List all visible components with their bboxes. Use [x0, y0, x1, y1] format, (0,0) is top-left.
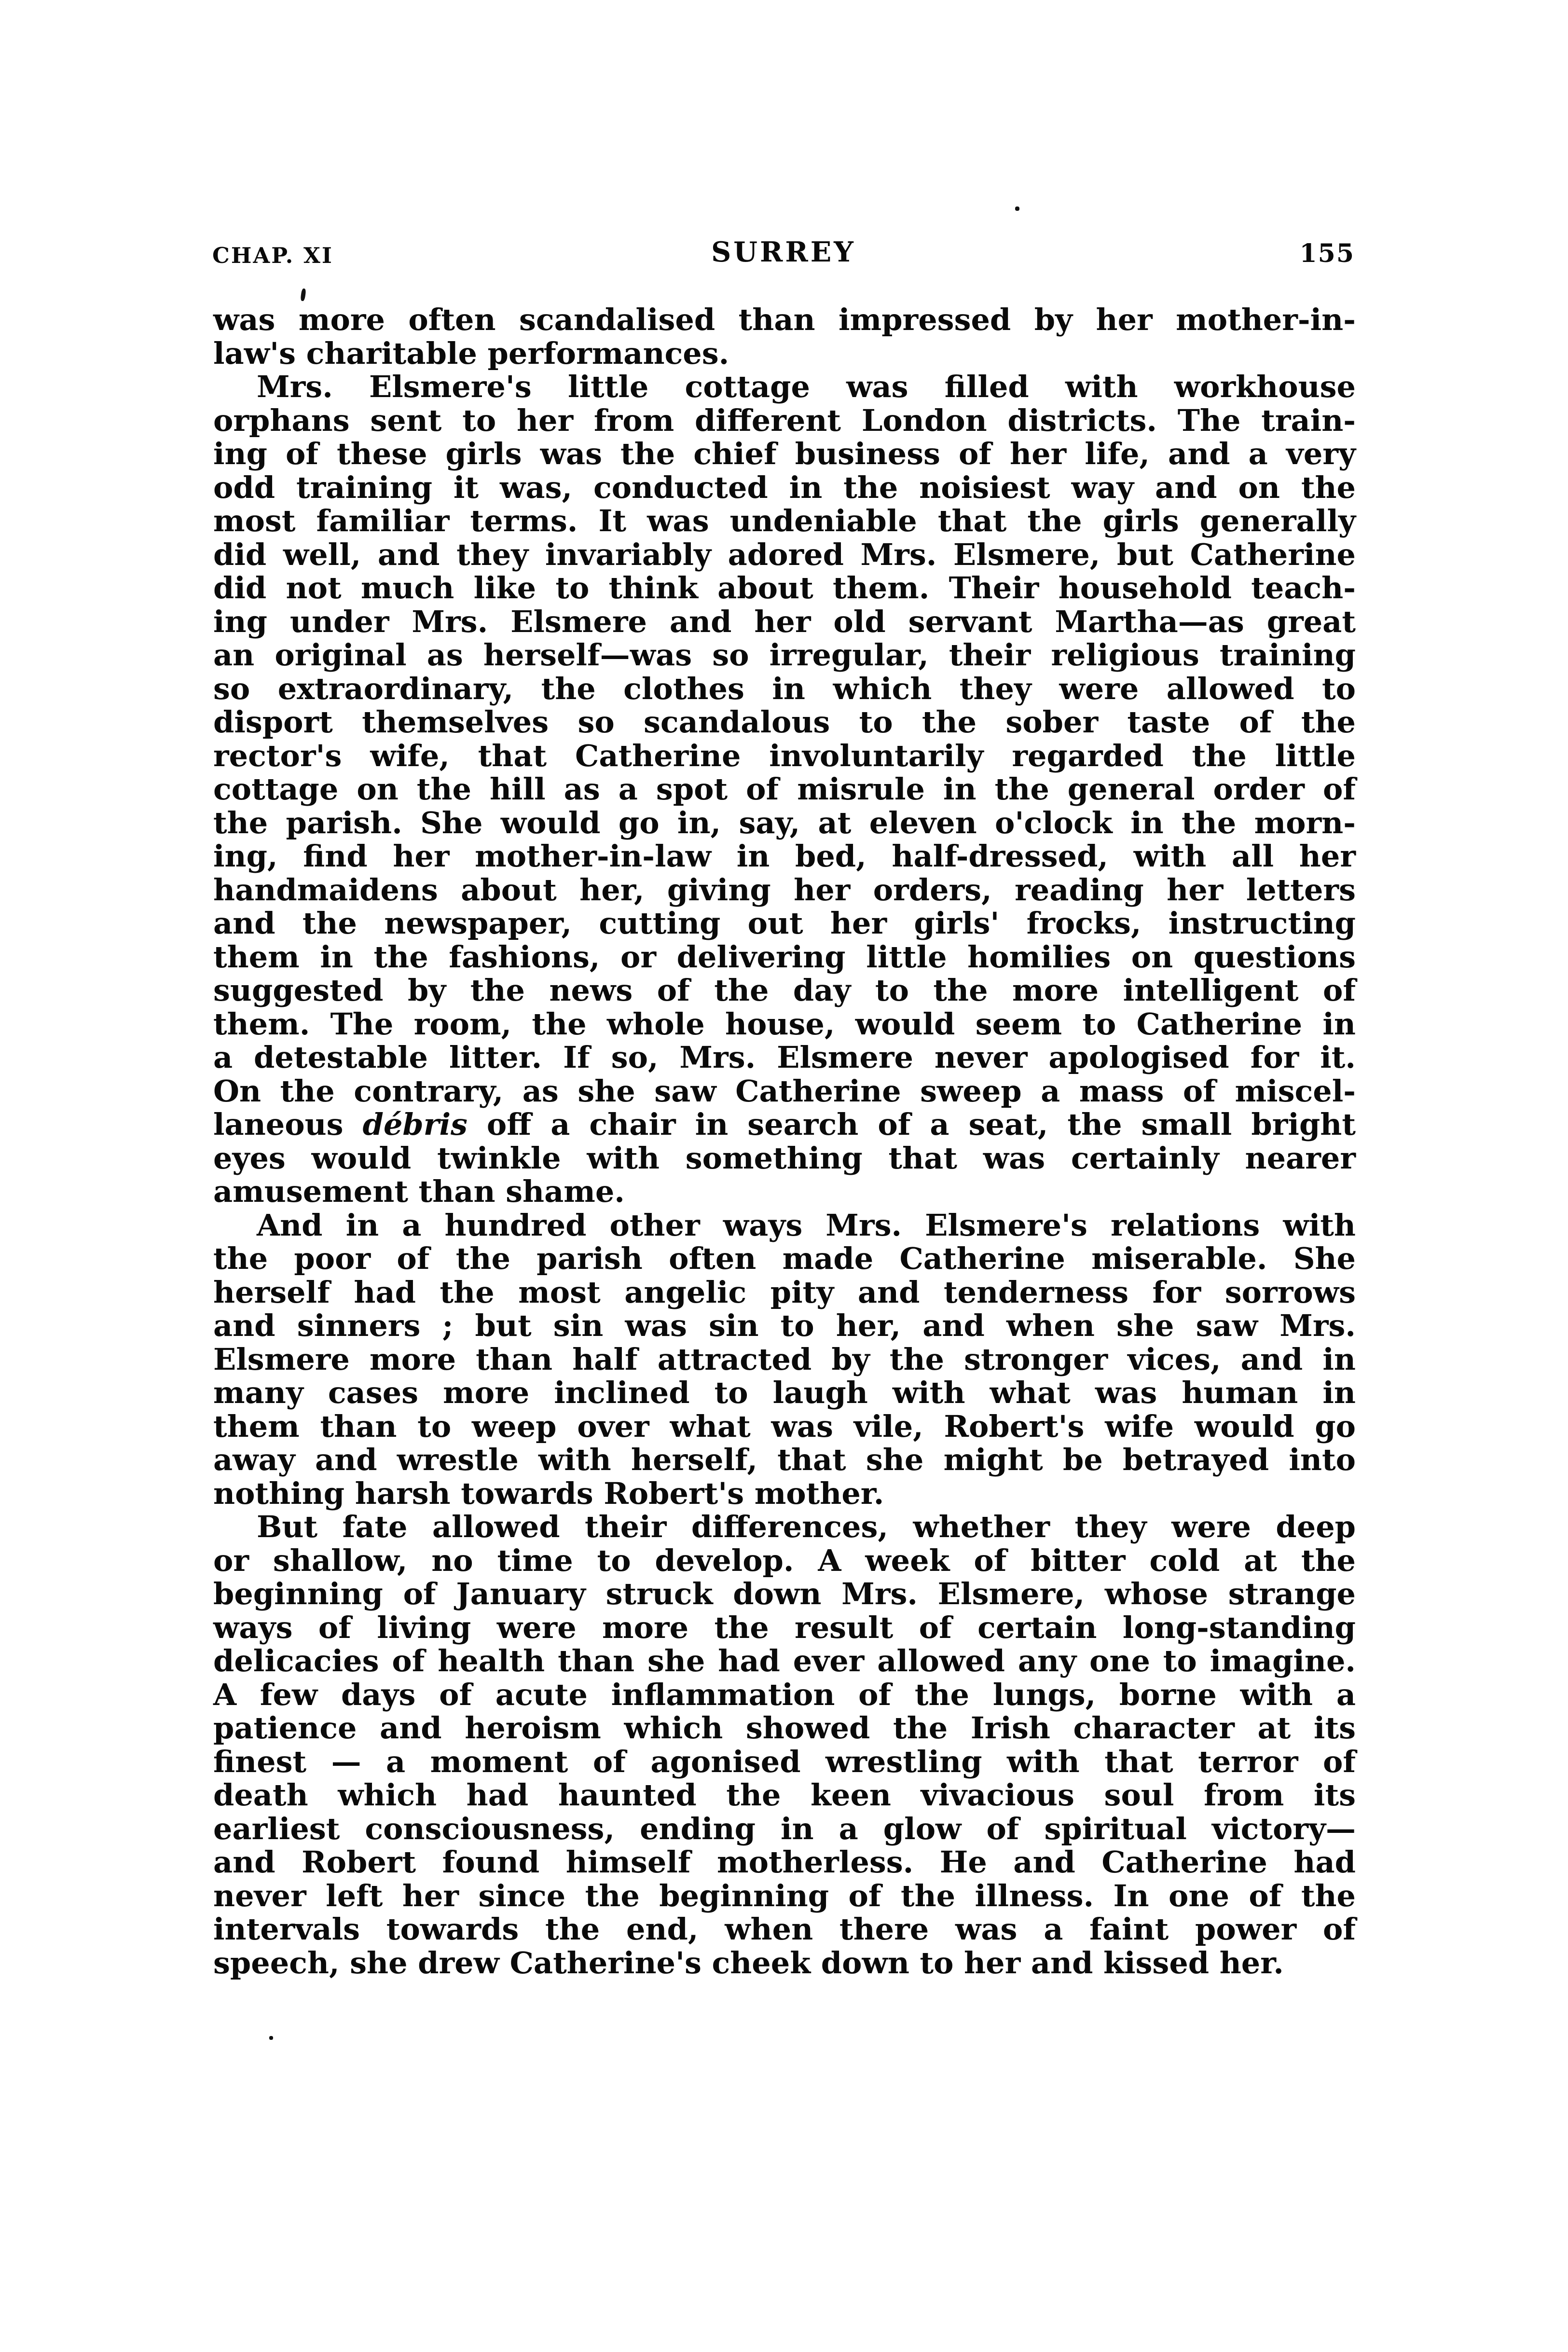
text-line — [213, 1041, 1356, 1074]
text-run: finest — a moment of agonised wrestling with that terror of — [213, 1744, 1356, 1779]
paragraph — [213, 1209, 1356, 1511]
text-line — [213, 370, 1356, 404]
text-run: intervals towards the end, when there was a faint power of — [213, 1912, 1356, 1947]
text-run: beginning of January struck down Mrs. Elsmere, whose strange — [213, 1576, 1356, 1611]
text-run: patience and heroism which showed the Irish character at its — [213, 1710, 1356, 1746]
text-line — [213, 1007, 1356, 1041]
text-line — [213, 806, 1356, 840]
text-run: laneous — [213, 1107, 363, 1142]
text-line — [213, 605, 1356, 639]
text-run: off a chair in search of a seat, the small bright — [467, 1107, 1356, 1142]
text-run: earliest consciousness, ending in a glow of spiritual victory— — [213, 1811, 1356, 1846]
text-run: law's charitable performances. — [213, 335, 729, 371]
text-run: orphans sent to her from different London districts. The train- — [213, 402, 1356, 438]
italic-text-run: débris — [362, 1107, 468, 1142]
text-run: a detestable litter. If so, Mrs. Elsmere never apologised for it. — [213, 1040, 1356, 1075]
text-run: them than to weep over what was vile, Robert's wife would go — [213, 1408, 1356, 1444]
scan-speck — [269, 2036, 273, 2040]
text-line — [213, 1376, 1356, 1410]
text-run: Mrs. Elsmere's little cottage was filled with workhouse — [257, 369, 1356, 404]
chapter-label: CHAP. XI — [212, 243, 333, 268]
text-run: did not much like to think about them. Their household teach- — [213, 570, 1356, 605]
page-number: 155 — [1299, 239, 1355, 268]
text-line — [213, 839, 1356, 873]
text-run: eyes would twinkle with something that was certainly nearer — [213, 1140, 1356, 1176]
text-line — [213, 1745, 1356, 1779]
text-run: And in a hundred other ways Mrs. Elsmere's relations with — [257, 1207, 1356, 1243]
text-line — [213, 1209, 1356, 1242]
text-line — [213, 1276, 1356, 1309]
text-line — [213, 1074, 1356, 1108]
text-line — [213, 1946, 1356, 1980]
text-line — [213, 437, 1356, 471]
text-line — [213, 739, 1356, 773]
text-run: nothing harsh towards Robert's mother. — [213, 1475, 884, 1511]
text-run: and sinners ; but sin was sin to her, and when she saw Mrs. — [213, 1308, 1356, 1343]
text-line — [213, 1577, 1356, 1611]
text-line — [213, 1544, 1356, 1578]
text-line — [213, 1309, 1356, 1343]
text-run: ing of these girls was the chief business of her life, and a very — [213, 436, 1356, 471]
text-line — [213, 772, 1356, 806]
text-line — [213, 940, 1356, 974]
text-line — [213, 873, 1356, 907]
paragraph — [213, 303, 1356, 370]
scan-speck — [300, 289, 306, 302]
text-line — [213, 1912, 1356, 1946]
text-line — [213, 1443, 1356, 1477]
text-line — [213, 337, 1356, 371]
text-line — [213, 1175, 1356, 1209]
text-line — [213, 672, 1356, 706]
text-line — [213, 1711, 1356, 1745]
text-run: speech, she drew Catherine's cheek down to her and kissed her. — [213, 1945, 1284, 1981]
text-line — [213, 538, 1356, 572]
text-run: many cases more inclined to laugh with what was human in — [213, 1375, 1356, 1410]
text-line — [213, 1611, 1356, 1645]
text-run: herself had the most angelic pity and tenderness for sorrows — [213, 1274, 1356, 1310]
text-run: so extraordinary, the clothes in which they were allowed to — [213, 671, 1356, 706]
text-run: and Robert found himself motherless. He and Catherine had — [213, 1844, 1356, 1880]
text-run: the poor of the parish often made Catherine miserable. She — [213, 1241, 1356, 1276]
text-run: rector's wife, that Catherine involuntarily regarded the little — [213, 738, 1356, 773]
text-line — [213, 504, 1356, 538]
text-line — [213, 1644, 1356, 1678]
text-run: ing under Mrs. Elsmere and her old servant Martha—as great — [213, 604, 1356, 639]
text-line — [213, 1477, 1356, 1511]
text-block — [213, 303, 1356, 1980]
text-line — [213, 1678, 1356, 1712]
text-run: was more often scandalised than impressed by her mother-in- — [213, 302, 1356, 337]
text-run: away and wrestle with herself, that she might be betrayed into — [213, 1442, 1356, 1477]
text-run: did well, and they invariably adored Mrs. Elsmere, but Catherine — [213, 536, 1356, 572]
text-line — [213, 705, 1356, 739]
text-run: suggested by the news of the day to the more intelligent of — [213, 973, 1356, 1008]
text-line — [213, 1242, 1356, 1276]
running-header — [212, 237, 1355, 268]
text-run: A few days of acute inflammation of the lungs, borne with a — [213, 1677, 1356, 1712]
text-run: them. The room, the whole house, would seem to Catherine in — [213, 1006, 1356, 1042]
text-line — [213, 404, 1356, 438]
text-run: never left her since the beginning of the illness. In one of the — [213, 1878, 1356, 1913]
text-run: disport themselves so scandalous to the sober taste of the — [213, 704, 1356, 740]
text-run: and the newspaper, cutting out her girls' frocks, instructing — [213, 906, 1356, 941]
text-run: them in the fashions, or delivering little homilies on questions — [213, 939, 1356, 975]
text-run: an original as herself—was so irregular, their religious training — [213, 637, 1356, 673]
text-run: the parish. She would go in, say, at eleven o'clock in the morn- — [213, 805, 1356, 840]
running-title: SURREY — [711, 236, 856, 268]
text-line — [213, 1845, 1356, 1879]
paragraph — [213, 1510, 1356, 1980]
text-line — [213, 571, 1356, 605]
paragraph — [213, 370, 1356, 1209]
text-run: cottage on the hill as a spot of misrule in the general order of — [213, 771, 1356, 807]
text-run: ing, find her mother-in-law in bed, half-dressed, with all her — [213, 839, 1356, 874]
text-line — [213, 907, 1356, 940]
text-line — [213, 638, 1356, 672]
text-line — [213, 1142, 1356, 1175]
text-run: Elsmere more than half attracted by the stronger vices, and in — [213, 1341, 1356, 1377]
scan-speck — [1015, 206, 1019, 211]
text-run: amusement than shame. — [213, 1174, 625, 1209]
text-run: odd training it was, conducted in the noisiest way and on the — [213, 469, 1356, 505]
text-run: ways of living were more the result of certain long-standing — [213, 1609, 1356, 1645]
text-line — [213, 1108, 1356, 1142]
text-line — [213, 1778, 1356, 1812]
text-run: But fate allowed their differences, whether they were deep — [257, 1509, 1356, 1544]
text-line — [213, 303, 1356, 337]
text-run: or shallow, no time to develop. A week of bitter cold at the — [213, 1542, 1356, 1578]
text-run: delicacies of health than she had ever allowed any one to imagine. — [213, 1643, 1356, 1678]
text-line — [213, 1879, 1356, 1913]
text-run: death which had haunted the keen vivacious soul from its — [213, 1777, 1356, 1813]
text-line — [213, 974, 1356, 1007]
text-line — [213, 1510, 1356, 1544]
text-run: handmaidens about her, giving her orders, reading her letters — [213, 872, 1356, 908]
text-line — [213, 1410, 1356, 1444]
text-line — [213, 471, 1356, 505]
text-line — [213, 1343, 1356, 1376]
text-run: On the contrary, as she saw Catherine sweep a mass of miscel- — [213, 1073, 1356, 1109]
text-line — [213, 1812, 1356, 1846]
text-run: most familiar terms. It was undeniable that the girls generally — [213, 503, 1356, 538]
